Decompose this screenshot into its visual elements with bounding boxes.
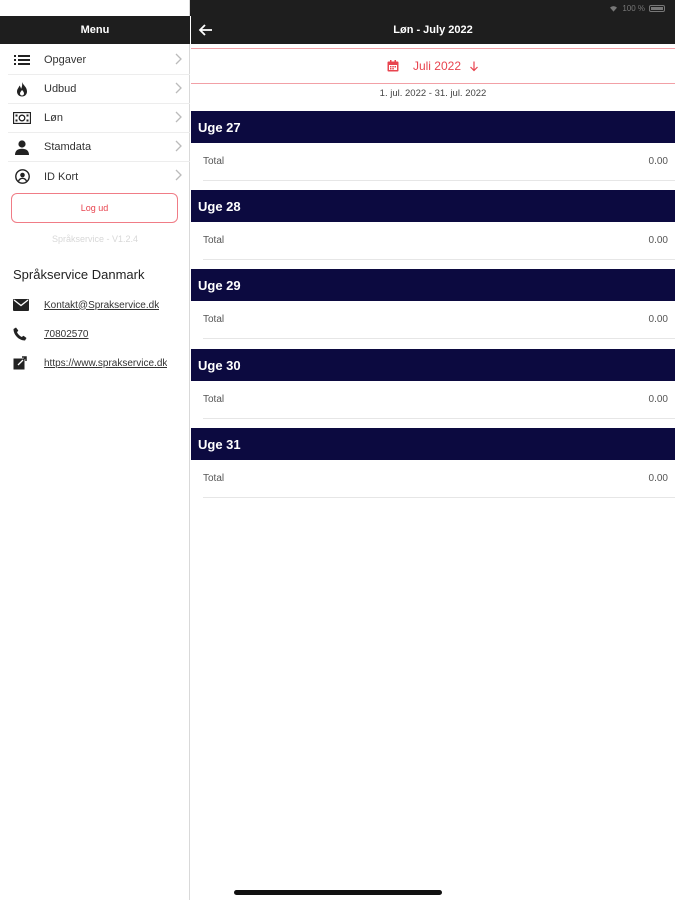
sidebar-item-label: ID Kort: [44, 170, 79, 183]
total-label: Total: [203, 156, 225, 167]
week-total-row: [203, 381, 675, 419]
person-icon: [10, 140, 34, 155]
week-total-row: [203, 143, 675, 181]
id-card-icon: [10, 169, 34, 184]
home-indicator[interactable]: [234, 890, 442, 895]
sidebar-menu: [0, 46, 190, 191]
week-header: [191, 111, 675, 143]
contact-email-link[interactable]: [13, 296, 183, 314]
mail-icon: [13, 299, 31, 311]
chevron-right-icon: [174, 82, 182, 94]
date-range: 1. jul. 2022 - 31. jul. 2022: [379, 88, 487, 99]
arrow-down-icon: [469, 61, 479, 72]
total-value: 0.00: [648, 156, 668, 167]
week-total-row: [203, 222, 675, 260]
week-section: [191, 111, 675, 181]
total-label: Total: [203, 314, 225, 325]
contact-website-link[interactable]: [13, 354, 183, 372]
total-label: Total: [203, 394, 225, 405]
total-label: Total: [203, 235, 225, 246]
main-panel: [191, 0, 675, 900]
sidebar-item-opgaver[interactable]: [8, 46, 190, 75]
list-icon: [10, 54, 34, 66]
week-section: [191, 190, 675, 260]
sidebar-item-udbud[interactable]: [8, 75, 190, 104]
chevron-right-icon: [174, 53, 182, 65]
total-value: 0.00: [648, 473, 668, 484]
logout-label: Log ud: [80, 203, 109, 213]
chevron-right-icon: [174, 169, 182, 181]
sidebar-header: [0, 16, 190, 44]
total-value: 0.00: [648, 314, 668, 325]
week-section: [191, 269, 675, 339]
sidebar-item-label: Løn: [44, 112, 63, 124]
sidebar-item-label: Stamdata: [44, 141, 92, 153]
chevron-right-icon: [174, 111, 182, 123]
contact-website: https://www.sprakservice.dk: [44, 357, 168, 369]
phone-icon: [13, 327, 31, 341]
week-header: [191, 190, 675, 222]
sidebar-item-label: Opgaver: [44, 54, 87, 66]
external-link-icon: [13, 356, 31, 370]
sidebar-title: Menu: [80, 24, 110, 36]
total-label: Total: [203, 473, 225, 484]
chevron-right-icon: [174, 140, 182, 152]
contact-phone-link[interactable]: [13, 325, 183, 343]
back-arrow-icon[interactable]: [198, 22, 214, 38]
month-selector[interactable]: [191, 48, 675, 84]
contact-phone: 70802570: [44, 328, 89, 340]
month-label: Juli 2022: [412, 59, 462, 73]
week-section: [191, 428, 675, 498]
logout-button[interactable]: [11, 193, 178, 223]
sidebar: [0, 0, 190, 900]
page-title: Løn - July 2022: [393, 24, 473, 36]
flame-icon: [10, 82, 34, 97]
calendar-icon: [387, 60, 399, 72]
week-header: [191, 349, 675, 381]
battery-text: 100 %: [622, 4, 645, 13]
week-label: Uge 30: [198, 357, 241, 373]
week-label: Uge 31: [198, 436, 241, 452]
week-label: Uge 29: [198, 277, 241, 293]
week-header: [191, 428, 675, 460]
week-label: Uge 28: [198, 198, 241, 214]
contact-email: Kontakt@Sprakservice.dk: [44, 299, 160, 311]
week-label: Uge 27: [198, 119, 241, 135]
week-total-row: [203, 460, 675, 498]
week-section: [191, 349, 675, 419]
sidebar-item-id-kort[interactable]: [8, 162, 190, 191]
total-value: 0.00: [648, 235, 668, 246]
total-value: 0.00: [648, 394, 668, 405]
week-total-row: [203, 301, 675, 339]
sidebar-item-label: Udbud: [44, 83, 77, 95]
main-header: [191, 16, 675, 44]
company-name: Språkservice Danmark: [13, 267, 145, 282]
sidebar-item-stamdata[interactable]: [8, 133, 190, 162]
sidebar-item-lon[interactable]: [8, 104, 190, 133]
money-icon: [10, 112, 34, 124]
app-version: Språkservice - V1.2.4: [51, 234, 139, 244]
week-header: [191, 269, 675, 301]
